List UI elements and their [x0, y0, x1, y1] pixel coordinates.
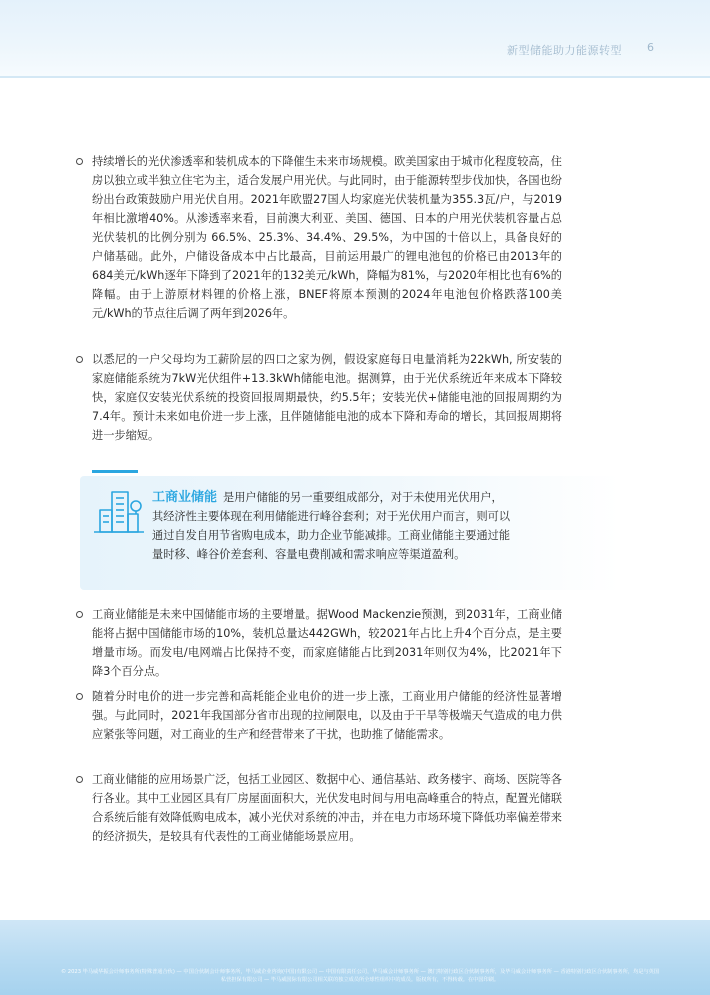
footer-legal-text: © 2023 毕马威华振会计师事务所(特殊普通合伙) — 中国合伙制会计师事务所，毕马威企业咨询(中国)有限公司 — 中国有限责任公司，毕马威会计师事务所 — 澳门特别行政区合伙制事务所，及毕马威会计师事务所 — 香港特别行政区合伙制事务所，均是与英国私营担保有限公司 — 毕马威国际有限公司相关联的独立成员所全球性组织中的成员。版权所有，不得转载。在中国印刷。	[60, 969, 660, 983]
paragraph-text: 工商业储能的应用场景广泛，包括工业园区、数据中心、通信基站、政务楼宇、商场、医院等各行各业。其中工业园区具有厂房屋面面积大，光伏发电时间与用电高峰重合的特点，配置光储联合系统后能有效降低购电成本，减小光伏对系统的冲击，并在电力市场环境下降低功率偏差带来的经济损失，是较具有代表性的工商业储能场景应用。	[92, 773, 562, 843]
bullet-paragraph-5	[92, 770, 562, 846]
callout-accent-bar	[92, 470, 138, 473]
callout-box	[80, 470, 620, 590]
bullet-circle-icon	[76, 158, 83, 165]
page-number: 6	[647, 41, 654, 54]
bullet-paragraph-3	[92, 605, 562, 681]
bullet-paragraph-2	[92, 350, 562, 445]
bullet-paragraph-1	[92, 152, 562, 323]
bullet-circle-icon	[76, 776, 83, 783]
bullet-paragraph-4	[92, 687, 562, 744]
page-header	[0, 0, 710, 78]
bullet-circle-icon	[76, 356, 83, 363]
bullet-circle-icon	[76, 693, 83, 700]
bullet-circle-icon	[76, 611, 83, 618]
callout-body: 是用户储能的另一重要组成部分，对于未使用光伏用户，其经济性主要体现在利用储能进行峰谷套利；对于光伏用户而言，则可以通过自发自用节省购电成本，助力企业节能减排。工商业储能主要通过能量时移、峰谷价差套利、容量电费削减和需求响应等渠道盈利。	[152, 491, 511, 561]
office-building-icon	[92, 486, 146, 542]
callout-text	[152, 488, 512, 564]
running-title: 新型储能助力能源转型	[507, 44, 622, 57]
paragraph-text: 随着分时电价的进一步完善和高耗能企业电价的进一步上涨，工商业用户储能的经济性显著增强。与此同时，2021年我国部分省市出现的拉闸限电，以及由于干旱等极端天气造成的电力供应紧张等问题，对工商业的生产和经营带来了干扰，也助推了储能需求。	[92, 690, 562, 741]
paragraph-text: 持续增长的光伏渗透率和装机成本的下降催生未来市场规模。欧美国家由于城市化程度较高，住房以独立或半独立住宅为主，适合发展户用光伏。与此同时，由于能源转型步伐加快，各国也纷纷出台政策鼓励户用光伏自用。2021年欧盟27国人均家庭光伏装机量为355.3瓦/户，与2019年相比激增40%。从渗透率来看，目前澳大利亚、美国、德国、日本的户用光伏装机容量占总光伏装机的比例分别为 66.5%、25.3%、34.4%、29.5%，为中国的十倍以上，具备良好的户储基础。此外，户储设备成本中占比最高，目前运用最广的锂电池包的价格已由2013年的684美元/kWh逐年下降到了2021年的132美元/kWh，降幅为81%，与2020年相比也有6%的降幅。由于上游原材料锂的价格上涨，BNEF将原本预测的2024年电池包价格跌落100美元/kWh的节点往后调了两年到2026年。	[92, 155, 562, 320]
callout-title: 工商业储能	[152, 490, 218, 505]
paragraph-text: 以悉尼的一户父母均为工薪阶层的四口之家为例，假设家庭每日电量消耗为22kWh, 所安装的家庭储能系统为7kW光伏组件+13.3kWh储能电池。据测算，由于光伏系统近年来成本下降较快，家庭仅安装光伏系统的投资回报周期最快，约5.5年；安装光伏+储能电池的回报周期约为7.4年。预计未来如电价进一步上涨，且伴随储能电池的成本下降和寿命的增长，其回报周期将进一步缩短。	[92, 353, 562, 442]
paragraph-text: 工商业储能是未来中国储能市场的主要增量。据Wood Mackenzie预测，到2031年，工商业储能将占据中国储能市场的10%，装机总量达442GWh，较2021年占比上升4个百分点，是主要增量市场。而发电/电网端占比保持不变，而家庭储能占比到2031年则仅为4%，比2021年下降3个百分点。	[92, 608, 562, 678]
page-footer	[0, 920, 710, 995]
